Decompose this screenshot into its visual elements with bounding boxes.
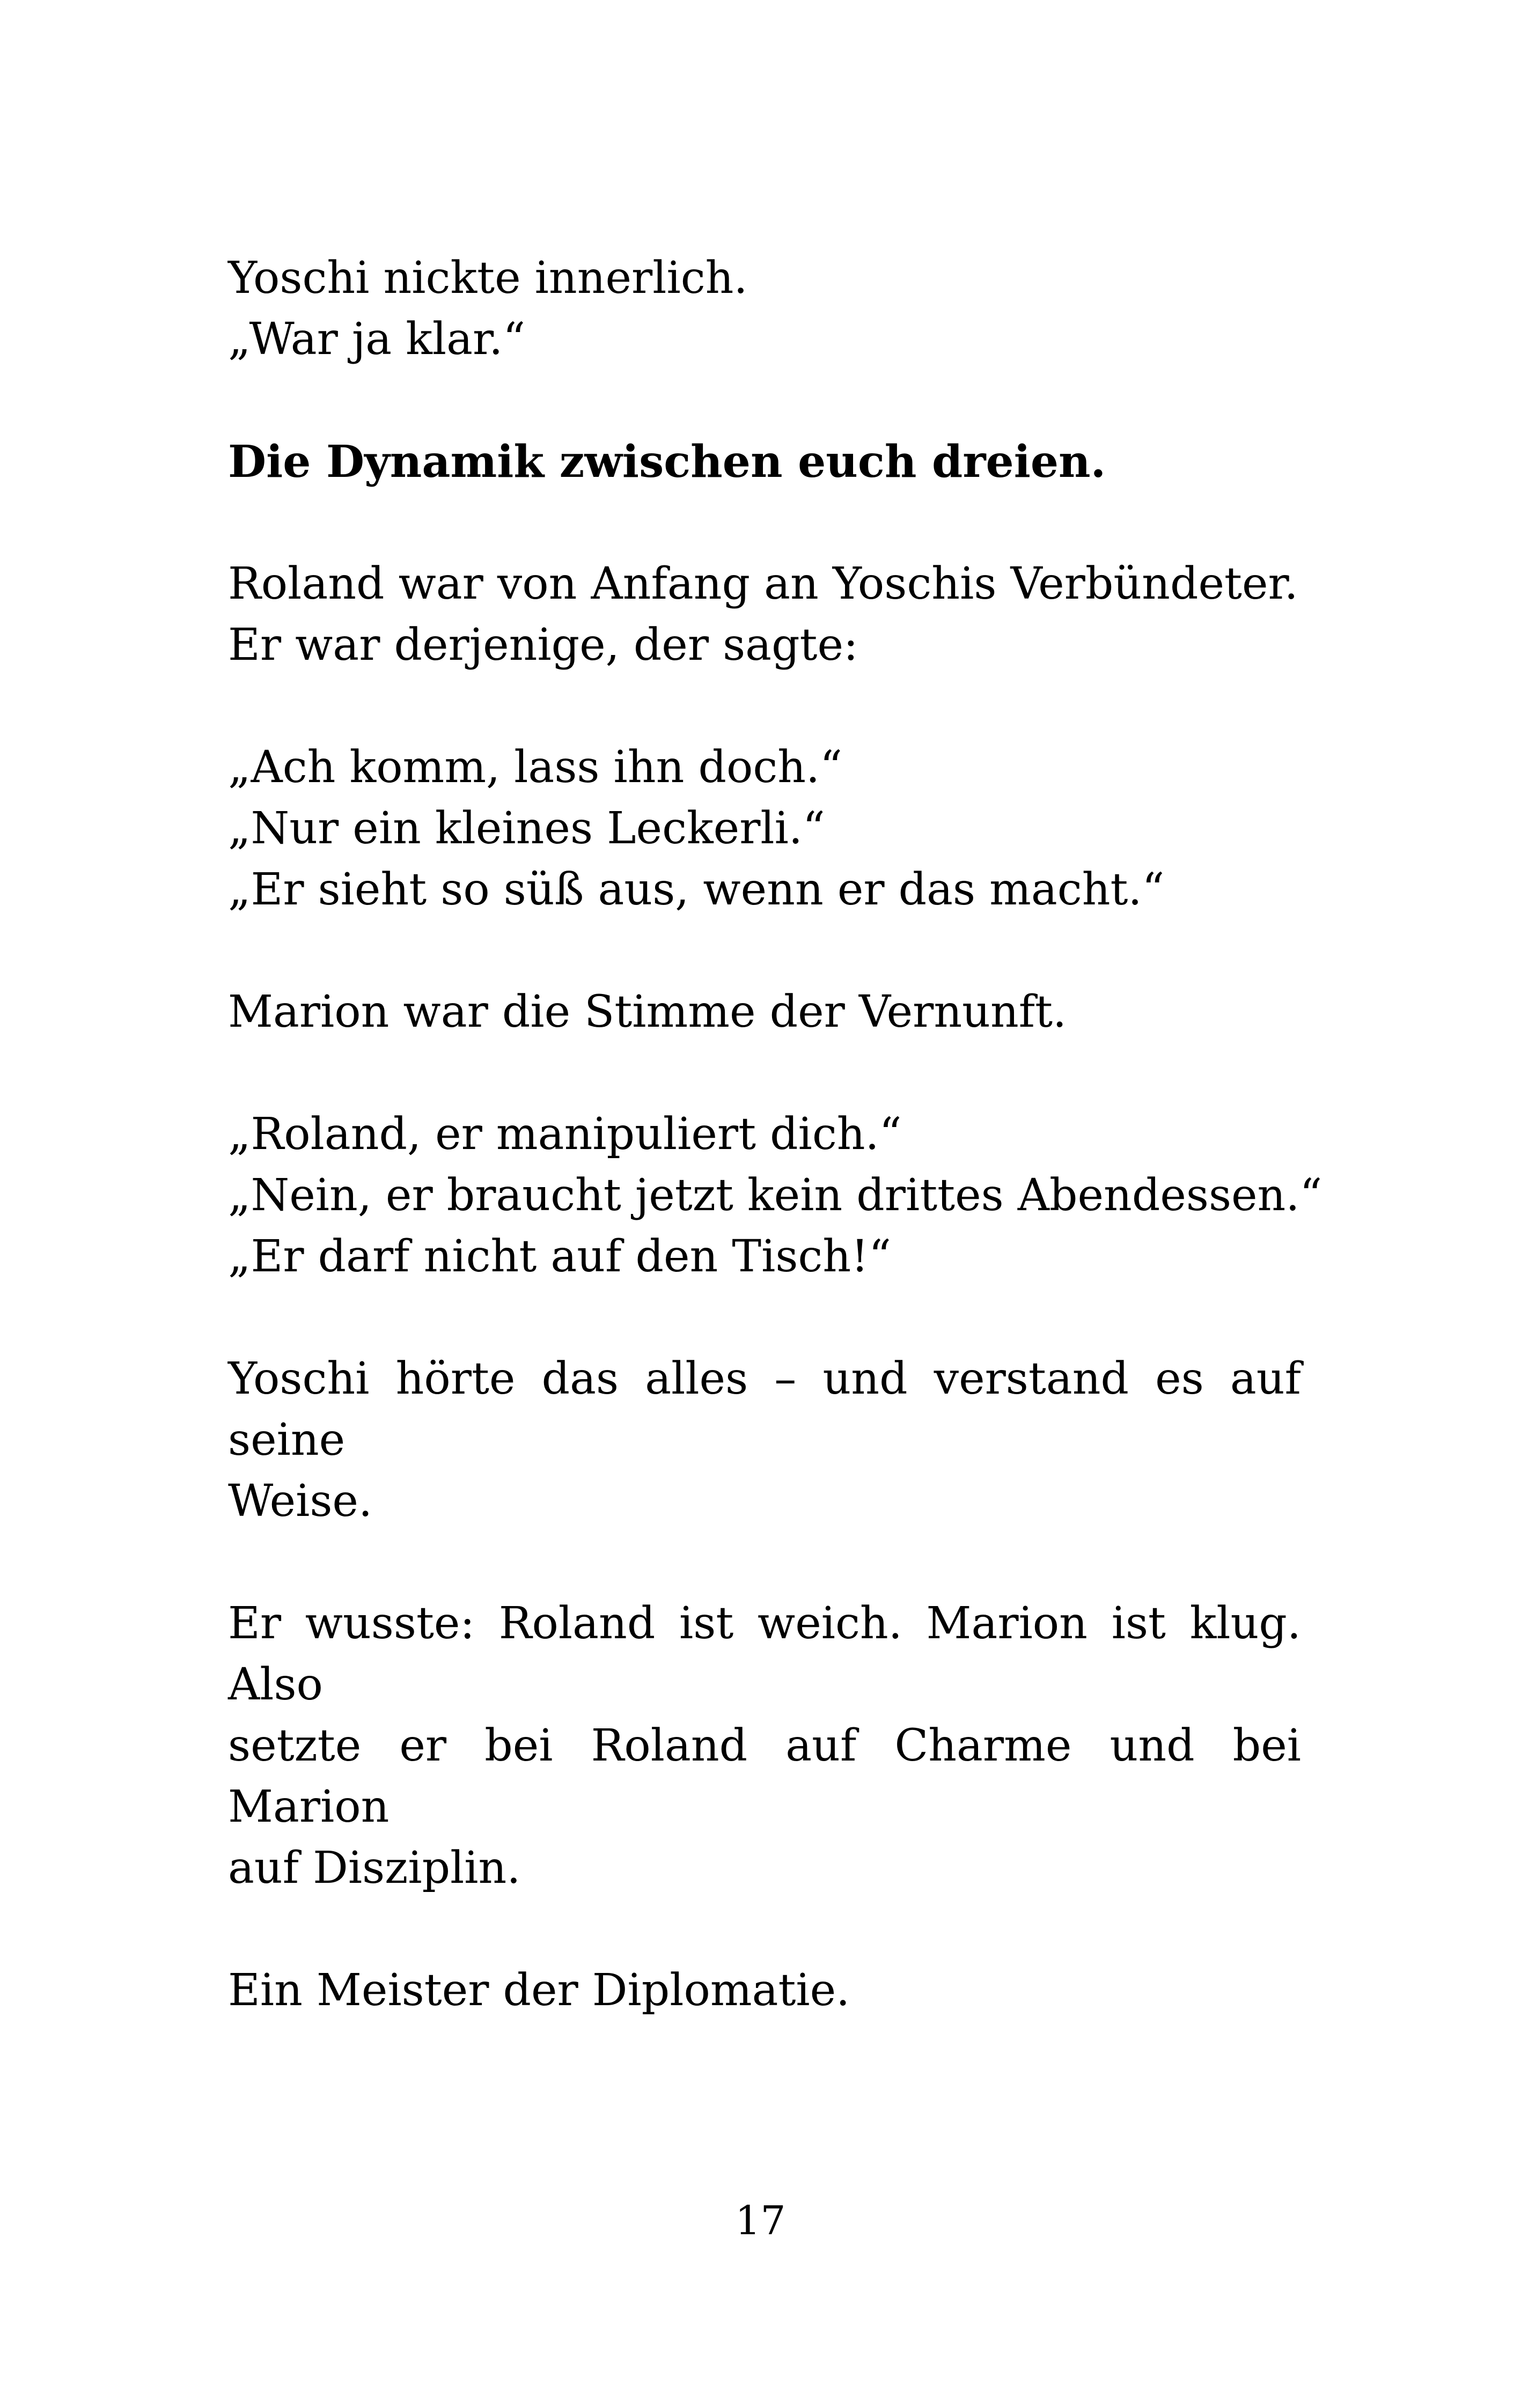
dialogue-line: „War ja klar.“	[228, 314, 526, 365]
dialogue-line: „Nur ein kleines Leckerli.“	[228, 803, 825, 854]
dialogue-line: „Er sieht so süß aus, wenn er das macht.“	[228, 864, 1165, 915]
paragraph-gap	[228, 492, 1301, 554]
paragraph-line: Yoschi nickte innerlich.	[228, 253, 748, 304]
paragraph-line: Yoschi hörte das alles – und verstand es auf seine	[228, 1353, 1301, 1466]
dialogue-line: „Roland, er manipuliert dich.“	[228, 1109, 902, 1160]
paragraph-gap	[228, 370, 1301, 431]
paragraph-gap	[228, 1287, 1301, 1349]
paragraph-line: setzte er bei Roland auf Charme und bei Marion	[228, 1720, 1301, 1832]
section-heading: Die Dynamik zwischen euch dreien.	[228, 436, 1106, 488]
dialogue-line: „Er darf nicht auf den Tisch!“	[228, 1231, 892, 1282]
paragraph-gap	[228, 1899, 1301, 1960]
paragraph-line: Roland war von Anfang an Yoschis Verbündeter.	[228, 558, 1298, 609]
paragraph-line: Marion war die Stimme der Vernunft.	[228, 986, 1067, 1037]
paragraph-gap	[228, 921, 1301, 982]
page-number: 17	[735, 2198, 786, 2244]
paragraph-gap	[228, 676, 1301, 737]
dialogue-line: „Ach komm, lass ihn doch.“	[228, 742, 843, 793]
paragraph-gap	[228, 1043, 1301, 1104]
paragraph-gap	[228, 1532, 1301, 1593]
paragraph-line: auf Disziplin.	[228, 1843, 521, 1894]
page-body	[228, 248, 1322, 2021]
paragraph-line: Er war derjenige, der sagte:	[228, 620, 858, 671]
paragraph-line: Weise.	[228, 1476, 373, 1527]
dialogue-line: „Nein, er braucht jetzt kein drittes Abendessen.“	[228, 1170, 1322, 1221]
paragraph-line: Ein Meister der Diplomatie.	[228, 1965, 850, 2016]
paragraph-line: Er wusste: Roland ist weich. Marion ist klug. Also	[228, 1598, 1301, 1710]
